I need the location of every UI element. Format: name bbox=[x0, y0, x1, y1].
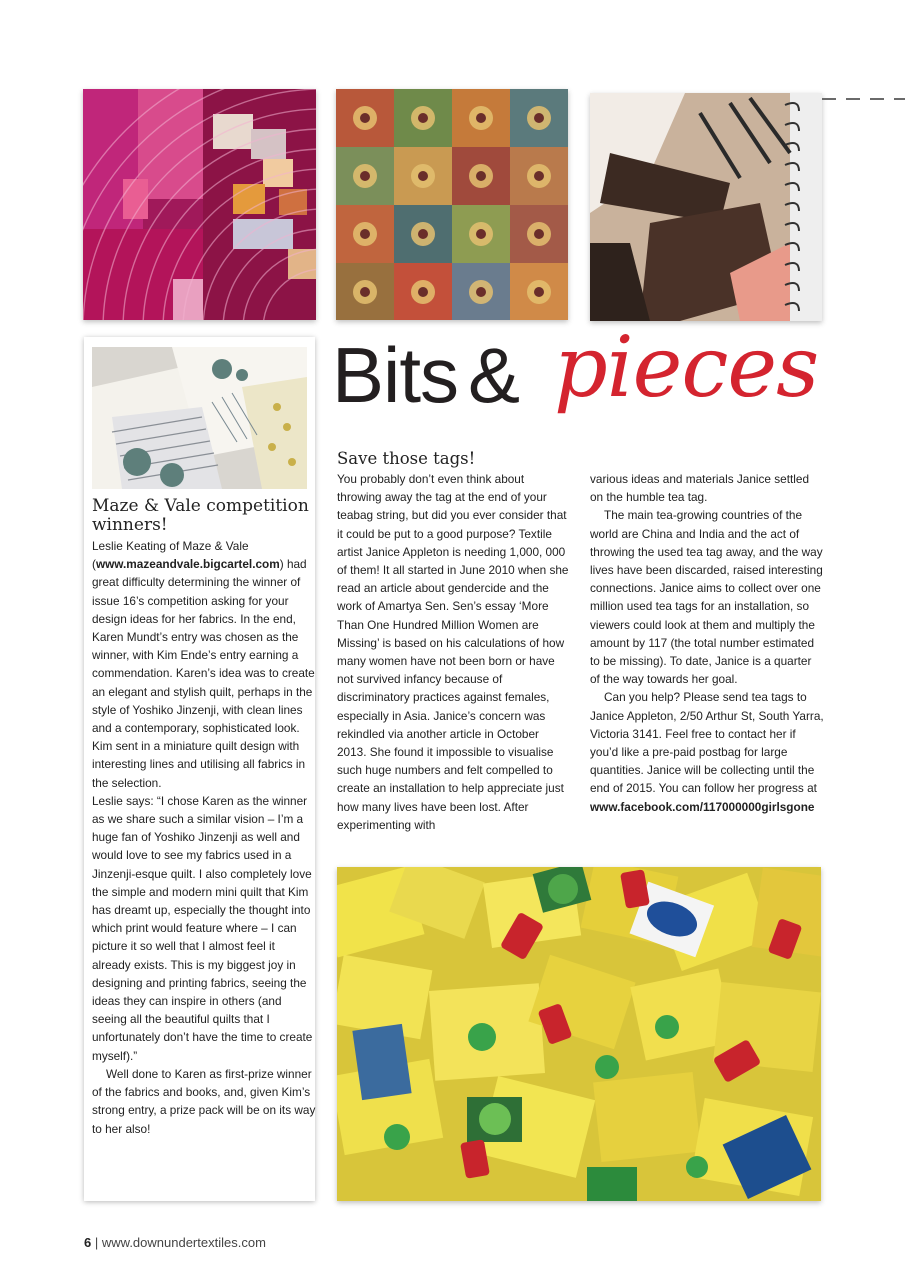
page-title-pieces: pieces bbox=[554, 318, 819, 416]
sketchbook-photo bbox=[590, 93, 822, 321]
decorative-dash bbox=[894, 98, 905, 100]
text: Can you help? Please send tea tags to Janice Appleton, 2/50 Arthur St, South Yarra, Victoria 3141. Feel free to contact her if you’d like a pre-paid postbag for large quantities. Janice will be collecting until the end of 2015. You can follow her progress at bbox=[590, 690, 824, 796]
crochet-photo bbox=[336, 89, 568, 320]
article-paragraph: various ideas and materials Janice settled on the humble tea tag. bbox=[590, 472, 810, 505]
sidebar-paragraph bbox=[92, 537, 316, 792]
page-number: 6 bbox=[84, 1235, 92, 1250]
article-column-2 bbox=[590, 470, 824, 816]
decorative-dash bbox=[846, 98, 860, 100]
sidebar-paragraph: Leslie says: “I chose Karen as the winner as we share such a similar vision – I’m a huge fan of Yoshiko Jinzenji as well and would love to see my fabrics used in a Jinzenji-esque quilt. I also completely love the simple and modern mini quilt that Kim has dreamt up, especially the thought into which print would feature where – I can picture it so well that I almost feel it already exists. This is my biggest joy in designing and printing fabrics, seeing the ideas they can inspire in others (and seeing all the beautiful quilts that I unfortunately don’t have the time to create myself).” bbox=[92, 793, 313, 1063]
page-title-bits bbox=[332, 330, 519, 420]
maze-vale-link[interactable]: www.mazeandvale.bigcartel.com bbox=[95, 557, 280, 572]
sidebar-body bbox=[92, 537, 316, 1138]
decorative-dash bbox=[870, 98, 884, 100]
decorative-dash bbox=[822, 98, 836, 100]
sidebar-paragraph: Well done to Karen as first-prize winner of the fabrics and books, and, given Kim’s strong entry, a prize pack will be on its way to her also! bbox=[92, 1066, 316, 1136]
text: ) had great difficulty determining the winner of issue 16’s competition asking for your design ideas for her fabrics. In the end, Karen Mundt’s entry was chosen as the winner, with Kim Ende’s entry earning a commendation. Karen’s idea was to create an elegant and stylish quilt, perhaps in the style of Yoshiko Jinzenji, with clean lines and a contemporary, sophisticated look. Kim sent in a miniature quilt design with interesting lines and utilising all fabrics in the selection. bbox=[92, 557, 315, 790]
page-footer bbox=[84, 1235, 266, 1250]
article-paragraph: You probably don’t even think about throwing away the tag at the end of your teabag string, but did you ever consider that it could be put to a good purpose? Textile artist Janice Appleton is needing 1,000, 000 of them! It all started in June 2010 when she read an article about gendercide and the work of Amartya Sen. Sen’s essay ‘More Than One Hundred Million Women are Missing’ is based on his calculations of how many women have not been born or have not survived infancy because of discriminatory practices against females, especially in Asia. Janice’s concern was rekindled via another article in October 2013. She found it impossible to visualise such huge numbers and felt compelled to create an installation to help appreciate just how many lives have been lost. After experimenting with bbox=[337, 472, 569, 832]
quilt-photo bbox=[83, 89, 316, 320]
facebook-link[interactable]: www.facebook.com/117000000girlsgone bbox=[590, 799, 815, 814]
text: Leslie Keating of Maze & Vale ( bbox=[92, 539, 249, 572]
title-word: Bits bbox=[332, 331, 459, 419]
sidebar-heading: Maze & Vale competition winners! bbox=[92, 496, 309, 535]
competition-sidebar bbox=[84, 337, 315, 1201]
article-paragraph: The main tea-growing countries of the world are China and India and the act of throwing the used tea tag away, and the way lives have been discarded, raised interesting connections. Janice aims to collect over one million used tea tags for an installation, so viewers could look at them and multiply the amount by 117 (the total number estimated to be missing). To date, Janice is a quarter of the way towards her goal. bbox=[590, 508, 823, 687]
article-column-1 bbox=[337, 470, 571, 834]
tea-tags-photo bbox=[337, 867, 821, 1201]
title-ampersand: & bbox=[468, 331, 520, 419]
footer-separator: | bbox=[94, 1235, 99, 1250]
article-heading: Save those tags! bbox=[337, 449, 476, 468]
footer-website[interactable]: www.downundertextiles.com bbox=[101, 1235, 266, 1250]
article-paragraph bbox=[590, 688, 824, 815]
fabrics-photo bbox=[92, 347, 307, 489]
